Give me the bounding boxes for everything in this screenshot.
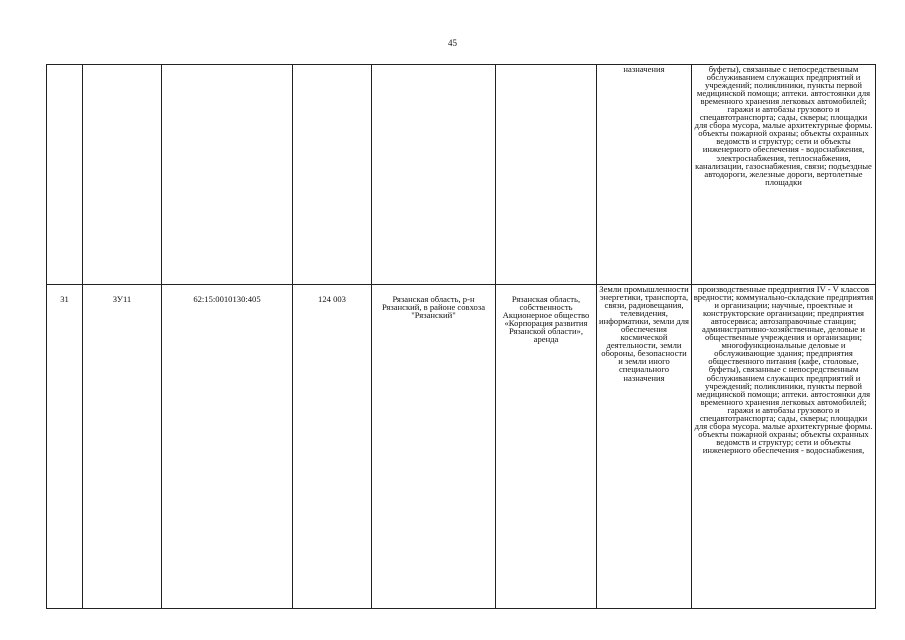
cadastral-number-cell: 62:15:0010130:405 xyxy=(162,285,293,609)
land-category-cell: назначения xyxy=(597,65,692,285)
area-cell: 124 003 xyxy=(293,285,372,609)
page-number: 45 xyxy=(448,38,457,48)
table-row xyxy=(47,65,876,285)
row-number-cell xyxy=(47,65,83,285)
permitted-use-cell: буфеты), связанные с непосредственным обслуживанием служащих предприятий и учреждений; поликлиники, пункты первой медицинской помощи; аптеки. автостоянки для временного хранения легковых автомобилей; гаражи и автобазы грузового и спецавтотранспорта; сады, скверы; площадки для сбора мусора, малые архитектурные формы. объекты пожарной охраны; объекты охранных ведомств и структур; сети и объекты инженерного обеспечения - водоснабжения, электроснабжения, теплоснабжения, канализации, газоснабжения, связи; подъездные автодороги, железные дороги, вертолетные площадки xyxy=(692,65,876,285)
address-cell: Рязанская область, р-н Рязанский, в районе совхоза "Рязанский" xyxy=(372,285,496,609)
land-category-cell: Земли промышленности энергетики, транспорта, связи, радиовещания, телевидения, информатики, земли для обеспечения космической деятельности, земли обороны, безопасности и земли иного специального назначения xyxy=(597,285,692,609)
table-row xyxy=(47,285,876,609)
area-cell xyxy=(293,65,372,285)
ownership-cell xyxy=(496,65,597,285)
land-plots-table xyxy=(46,64,876,609)
row-number-cell: 31 xyxy=(47,285,83,609)
plot-designation-cell xyxy=(83,65,162,285)
permitted-use-cell: производственные предприятия IV - V классов вредности; коммунально-складские предприятия и организации; научные, проектные и конструкторские организации; предприятия автосервиса; автозаправочные станции; административно-хозяйственные, деловые и общественные учреждения и организации; многофункциональные деловые и обслуживающие здания; предприятия общественного питания (кафе, столовые, буфеты), связанные с непосредственным обслуживанием служащих предприятий и учреждений; поликлиники, пункты первой медицинской помощи; аптеки. автостоянки для временного хранения легковых автомобилей; гаражи и автобазы грузового и спецавтотранспорта; сады, скверы; площадки для сбора мусора. малые архитектурные формы. объекты пожарной охраны; объекты охранных ведомств и структур; сети и объекты инженерного обеспечения - водоснабжения, xyxy=(692,285,876,609)
address-cell xyxy=(372,65,496,285)
plot-designation-cell: ЗУ11 xyxy=(83,285,162,609)
cadastral-number-cell xyxy=(162,65,293,285)
ownership-cell: Рязанская область, собственность Акционерное общество «Корпорация развития Рязанской области», аренда xyxy=(496,285,597,609)
